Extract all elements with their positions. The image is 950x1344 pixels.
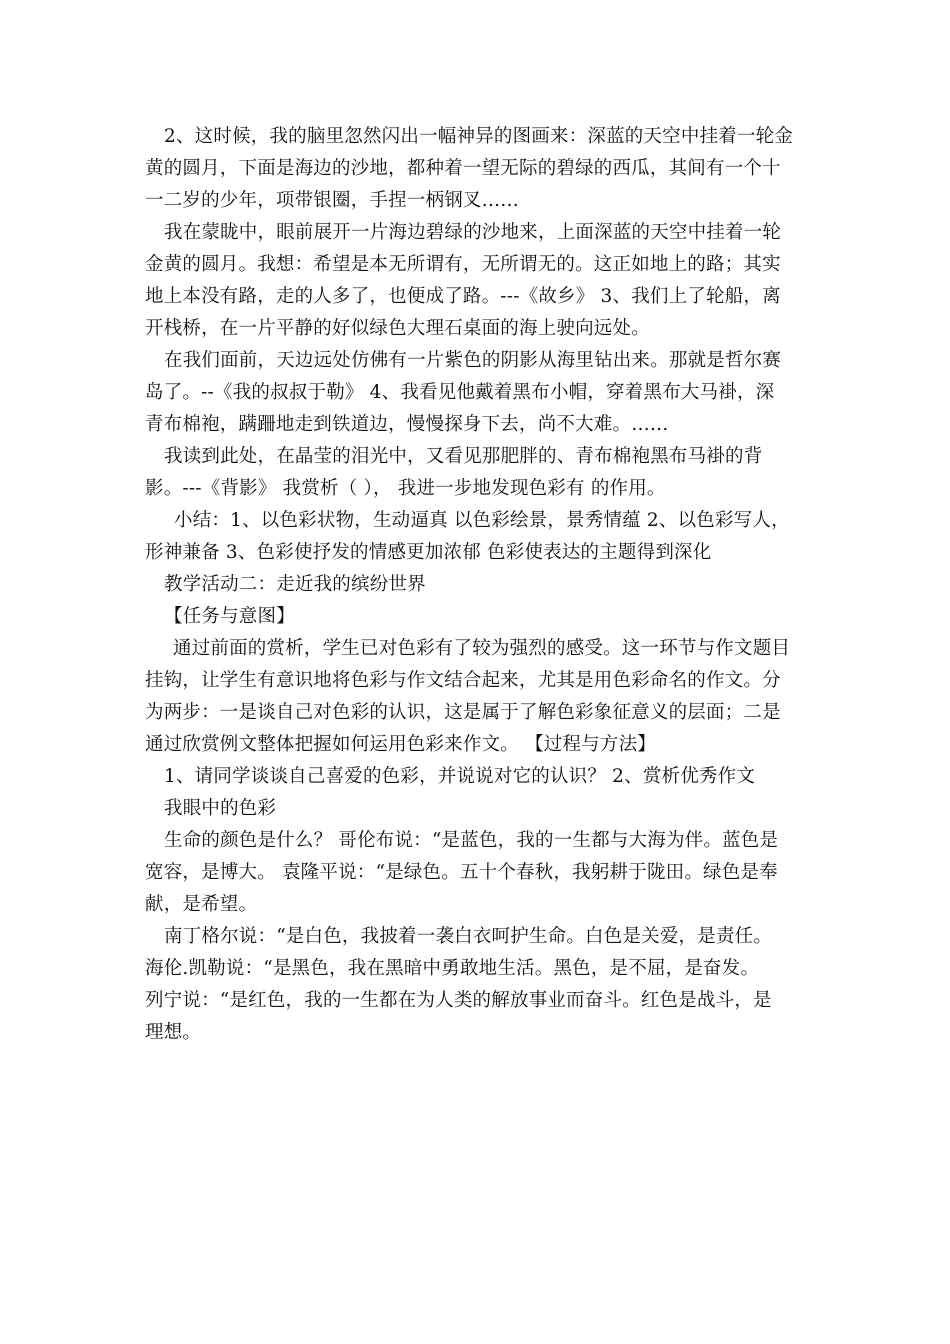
text-line: 2、这时候，我的脑里忽然闪出一幅神异的图画来：深蓝的天空中挂着一轮金	[164, 126, 794, 147]
essay-title: 我眼中的色彩	[164, 798, 277, 819]
text-line: 南丁格尔说：“是白色，我披着一袭白衣呵护生命。白色是关爱，是责任。	[164, 926, 773, 947]
text-line: 我在蒙眬中，眼前展开一片海边碧绿的沙地来，上面深蓝的天空中挂着一轮	[164, 222, 782, 243]
text-line: 献，是希望。	[145, 894, 258, 915]
text-line: 形神兼备 3、色彩使抒发的情感更加浓郁 色彩使表达的主题得到深化	[145, 542, 712, 563]
text-line: 影。---《背影》 我赏析（ ）， 我进一步地发现色彩有 的作用。	[145, 478, 666, 499]
text-line: 通过欣赏例文整体把握如何运用色彩来作文。 【过程与方法】	[145, 734, 656, 755]
text-line: 挂钩，让学生有意识地将色彩与作文结合起来，尤其是用色彩命名的作文。分	[145, 670, 781, 691]
text-line: 我读到此处，在晶莹的泪光中，又看见那肥胖的、青布棉袍黑布马褂的背	[164, 446, 763, 467]
section-heading: 教学活动二：走近我的缤纷世界	[164, 574, 426, 595]
text-line: 开栈桥，在一片平静的好似绿色大理石桌面的海上驶向远处。	[145, 318, 650, 339]
text-line: 一二岁的少年，项带银圈，手捏一柄钢叉……	[145, 190, 520, 211]
text-line: 黄的圆月，下面是海边的沙地，都种着一望无际的碧绿的西瓜，其间有一个十	[145, 158, 781, 179]
text-line: 地上本没有路，走的人多了，也便成了路。---《故乡》 3、我们上了轮船，离	[145, 286, 781, 307]
text-line: 为两步：一是谈自己对色彩的认识，这是属于了解色彩象征意义的层面；二是	[145, 702, 781, 723]
text-line: 海伦.凯勒说：“是黑色，我在黑暗中勇敢地生活。黑色，是不屈，是奋发。	[145, 958, 760, 979]
text-line: 1、请同学谈谈自己喜爱的色彩，并说说对它的认识？ 2、赏析优秀作文	[164, 766, 756, 787]
section-heading: 【任务与意图】	[164, 606, 295, 627]
text-line: 列宁说：“是红色，我的一生都在为人类的解放事业而奋斗。红色是战斗，是	[145, 990, 772, 1011]
text-line: 岛了。--《我的叔叔于勒》 4、我看见他戴着黑布小帽，穿着黑布大马褂，深	[145, 382, 775, 403]
text-line: 通过前面的赏析，学生已对色彩有了较为强烈的感受。这一环节与作文题目	[173, 638, 791, 659]
text-line: 小结：1、以色彩状物，生动逼真 以色彩绘景，景秀情蕴 2、以色彩写人，	[174, 510, 790, 531]
text-line: 在我们面前，天边远处仿佛有一片紫色的阴影从海里钻出来。那就是哲尔赛	[164, 350, 782, 371]
text-line: 青布棉袍，蹒跚地走到铁道边，慢慢探身下去，尚不大难。……	[145, 414, 669, 435]
text-line: 金黄的圆月。我想：希望是本无所谓有，无所谓无的。这正如地上的路；其实	[145, 254, 781, 275]
text-line: 理想。	[145, 1022, 202, 1043]
text-line: 生命的颜色是什么？ 哥伦布说：“是蓝色，我的一生都与大海为伴。蓝色是	[164, 830, 779, 851]
text-line: 宽容，是博大。 袁隆平说：“是绿色。五十个春秋，我躬耕于陇田。绿色是奉	[145, 862, 778, 883]
